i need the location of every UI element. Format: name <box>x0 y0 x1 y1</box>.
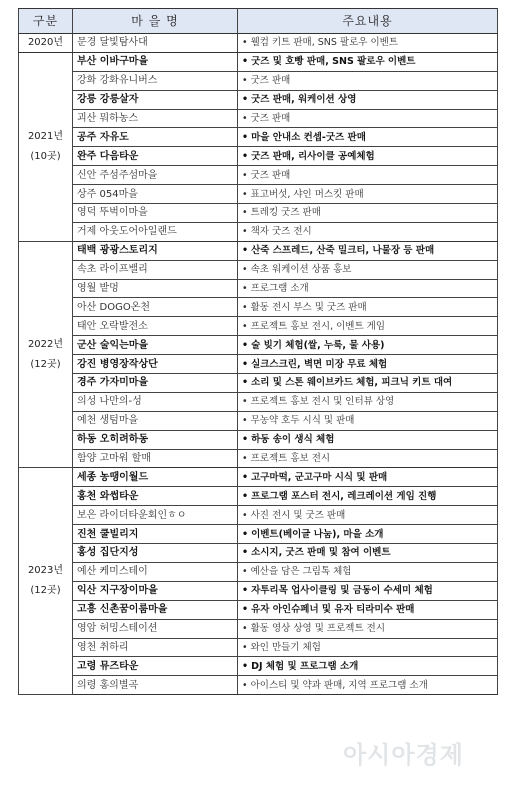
program-content: • 표고버섯, 샤인 머스킷 판매 <box>238 185 498 204</box>
village-name: 의령 홍의별곡 <box>73 676 238 695</box>
program-content: • 굿즈 판매, 리사이클 공예체험 <box>238 147 498 166</box>
village-name: 강화 강화유니버스 <box>73 71 238 90</box>
village-name: 함양 고마워 할매 <box>73 449 238 468</box>
program-content: • 무농약 호두 시식 및 판매 <box>238 411 498 430</box>
table-row <box>19 392 498 411</box>
table-row <box>19 185 498 204</box>
village-name: 고령 뮤즈타운 <box>73 657 238 676</box>
table-body <box>19 34 498 695</box>
table-row <box>19 241 498 260</box>
year-label: 2020년 <box>27 36 64 48</box>
table-row <box>19 204 498 223</box>
year-group-cell <box>19 34 73 53</box>
village-name: 세종 농땡이월드 <box>73 468 238 487</box>
village-name: 진천 쿨빌리지 <box>73 525 238 544</box>
program-content: • 프로젝트 홍보 전시 <box>238 449 498 468</box>
program-content: • 웰컴 키트 판매, SNS 팔로우 이벤트 <box>238 34 498 53</box>
village-name: 속초 라이프밸리 <box>73 260 238 279</box>
header-category: 구분 <box>19 9 73 34</box>
village-name: 보은 라이더타운회인ㅎㅇ <box>73 506 238 525</box>
table-row <box>19 468 498 487</box>
program-content: • 굿즈 및 호빵 판매, SNS 팔로우 이벤트 <box>238 52 498 71</box>
table-row <box>19 562 498 581</box>
program-content: • 활동 영상 상영 및 프로젝트 전시 <box>238 619 498 638</box>
program-content: • 책자 굿즈 전시 <box>238 222 498 241</box>
program-content: • 와인 만들기 체험 <box>238 638 498 657</box>
year-label: 2023년 <box>27 565 64 577</box>
table-row <box>19 657 498 676</box>
year-label: 2021년 <box>27 130 64 142</box>
village-name: 영암 허밍스테이션 <box>73 619 238 638</box>
program-content: • 활동 전시 부스 및 굿즈 판매 <box>238 298 498 317</box>
village-name: 문경 달빛탐사대 <box>73 34 238 53</box>
table-row <box>19 222 498 241</box>
program-content: • 프로젝트 홍보 전시, 이벤트 게임 <box>238 317 498 336</box>
program-content: • 산죽 스프레드, 산죽 밀크티, 나물장 등 판매 <box>238 241 498 260</box>
table-row <box>19 411 498 430</box>
program-content: • 트레킹 굿즈 판매 <box>238 204 498 223</box>
village-count: (12곳) <box>30 585 61 597</box>
village-count: (10곳) <box>30 150 61 162</box>
year-group-cell <box>19 52 73 241</box>
table-row <box>19 487 498 506</box>
village-name: 홍천 와썹타운 <box>73 487 238 506</box>
program-content: • 프로그램 포스터 전시, 레크레이션 게임 진행 <box>238 487 498 506</box>
table-row <box>19 619 498 638</box>
program-content: • 프로그램 소개 <box>238 279 498 298</box>
village-name: 영덕 뚜벅이마을 <box>73 204 238 223</box>
village-name: 예산 케미스테이 <box>73 562 238 581</box>
header-main-content: 주요내용 <box>238 9 498 34</box>
program-content: • 굿즈 판매 <box>238 166 498 185</box>
village-name: 태백 광광스토리지 <box>73 241 238 260</box>
village-name: 하동 오히려하동 <box>73 430 238 449</box>
table-row <box>19 166 498 185</box>
program-content: • 유자 아인슈페너 및 유자 티라미수 판매 <box>238 600 498 619</box>
table-row <box>19 71 498 90</box>
table-row <box>19 449 498 468</box>
program-content: • 굿즈 판매 <box>238 109 498 128</box>
village-name: 완주 다음타운 <box>73 147 238 166</box>
table-row <box>19 90 498 109</box>
village-name: 괴산 뭐하농스 <box>73 109 238 128</box>
table-row <box>19 34 498 53</box>
table-row <box>19 506 498 525</box>
village-program-table <box>18 8 498 695</box>
program-content: • 하동 송이 생식 체험 <box>238 430 498 449</box>
village-name: 아산 DOGO온천 <box>73 298 238 317</box>
village-table-container <box>18 8 497 695</box>
table-row <box>19 355 498 374</box>
village-name: 의성 나만의-성 <box>73 392 238 411</box>
village-name: 공주 자유도 <box>73 128 238 147</box>
village-name: 홍성 집단지성 <box>73 544 238 563</box>
year-group-cell <box>19 241 73 468</box>
village-name: 상주 054마을 <box>73 185 238 204</box>
table-row <box>19 260 498 279</box>
table-row <box>19 147 498 166</box>
program-content: • 사진 전시 및 굿즈 판매 <box>238 506 498 525</box>
program-content: • 프로젝트 홍보 전시 및 인터뷰 상영 <box>238 392 498 411</box>
village-name: 군산 술익는마을 <box>73 336 238 355</box>
table-row <box>19 279 498 298</box>
table-row <box>19 317 498 336</box>
year-group-cell <box>19 468 73 695</box>
program-content: • 자투리목 업사이클링 및 금동이 수세미 체험 <box>238 581 498 600</box>
table-row <box>19 430 498 449</box>
table-row <box>19 544 498 563</box>
table-row <box>19 374 498 393</box>
table-row <box>19 128 498 147</box>
program-content: • 이벤트(베이글 나눔), 마을 소개 <box>238 525 498 544</box>
village-name: 영월 밭멍 <box>73 279 238 298</box>
table-row <box>19 336 498 355</box>
table-row <box>19 525 498 544</box>
program-content: • 굿즈 판매 <box>238 71 498 90</box>
table-row <box>19 298 498 317</box>
program-content: • 굿즈 판매, 워케이션 상영 <box>238 90 498 109</box>
village-name: 태안 오락발전소 <box>73 317 238 336</box>
program-content: • 예산을 담은 그림톡 체험 <box>238 562 498 581</box>
village-name: 영천 취하리 <box>73 638 238 657</box>
table-row <box>19 581 498 600</box>
program-content: • 아이스티 및 약과 판매, 지역 프로그램 소개 <box>238 676 498 695</box>
village-name: 신안 주섬주섬마을 <box>73 166 238 185</box>
village-name: 예천 생텀마을 <box>73 411 238 430</box>
table-row <box>19 52 498 71</box>
header-village-name: 마 을 명 <box>73 9 238 34</box>
table-header-row <box>19 9 498 34</box>
village-name: 고흥 신촌꿈이룸마을 <box>73 600 238 619</box>
program-content: • 소리 및 스톤 웨이브카드 체험, 피크닉 키트 대여 <box>238 374 498 393</box>
table-row <box>19 638 498 657</box>
program-content: • 술 빚기 체험(쌀, 누룩, 물 사용) <box>238 336 498 355</box>
table-row <box>19 109 498 128</box>
village-name: 부산 이바구마을 <box>73 52 238 71</box>
village-name: 경주 가자미마을 <box>73 374 238 393</box>
village-name: 거제 아웃도어아일랜드 <box>73 222 238 241</box>
program-content: • 속초 워케이션 상품 홍보 <box>238 260 498 279</box>
program-content: • 고구마떡, 군고구마 시식 및 판매 <box>238 468 498 487</box>
program-content: • 마을 안내소 컨셉-굿즈 판매 <box>238 128 498 147</box>
village-name: 강진 병영장작상단 <box>73 355 238 374</box>
village-name: 익산 지구장이마을 <box>73 581 238 600</box>
year-label: 2022년 <box>27 338 64 350</box>
table-row <box>19 676 498 695</box>
table-row <box>19 600 498 619</box>
program-content: • 실크스크린, 벽면 미장 무료 체험 <box>238 355 498 374</box>
program-content: • 소시지, 굿즈 판매 및 참여 이벤트 <box>238 544 498 563</box>
village-name: 강릉 강릉살자 <box>73 90 238 109</box>
watermark: 아시아경제 <box>343 741 464 769</box>
village-count: (12곳) <box>30 358 61 370</box>
program-content: • DJ 체험 및 프로그램 소개 <box>238 657 498 676</box>
